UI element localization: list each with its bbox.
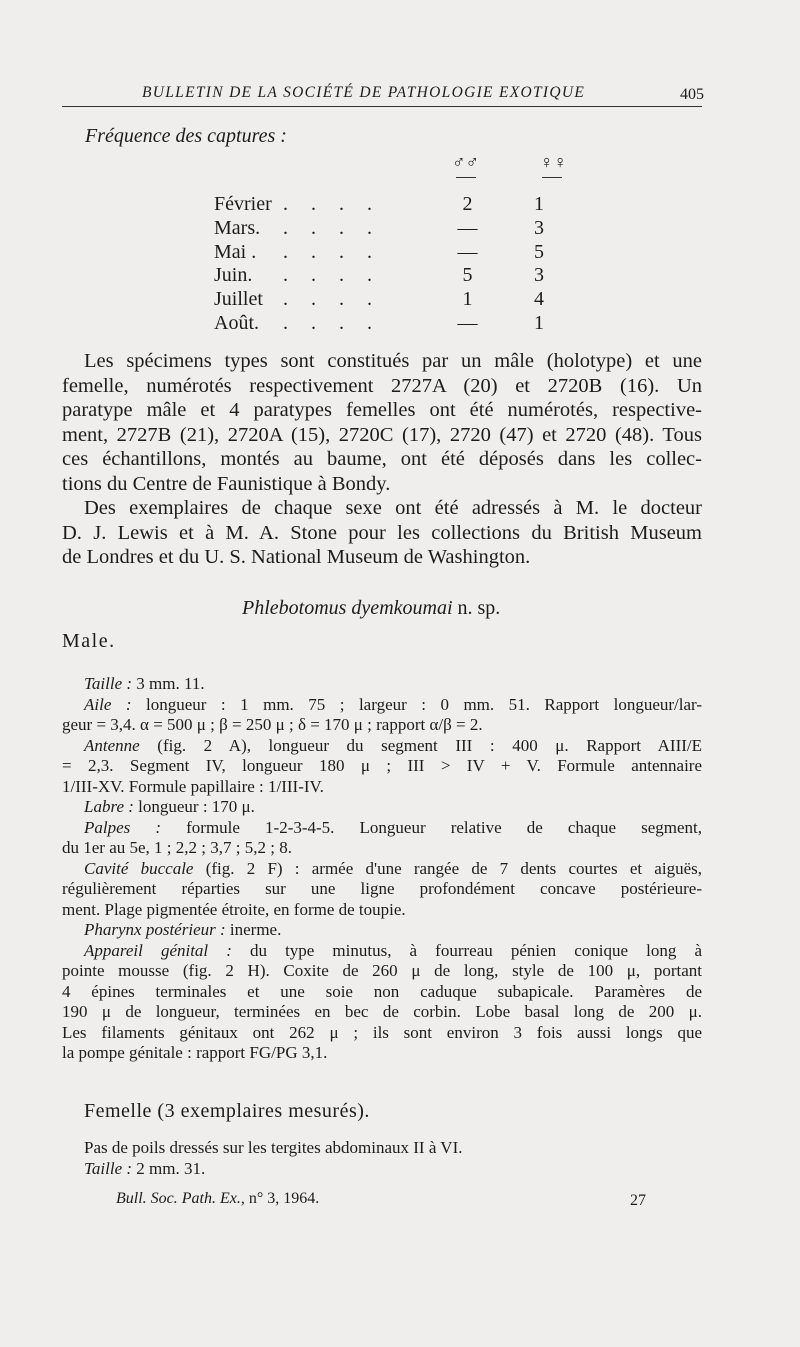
text-line: Pas de poils dressés sur les tergites abdominaux II à VI. bbox=[84, 1138, 463, 1157]
female-count: 3 bbox=[534, 264, 544, 286]
text-line: pointe mousse (fig. 2 H). Coxite de 260 μ de long, style de 100 μ, portant bbox=[62, 961, 702, 980]
running-header bbox=[62, 84, 702, 107]
species-name: Phlebotomus dyemkoumai bbox=[242, 597, 453, 619]
text-line: régulièrement réparties sur une ligne profondément concave postérieure- bbox=[62, 879, 702, 898]
frequency-row bbox=[0, 264, 800, 290]
field-label: Palpes : bbox=[84, 817, 162, 837]
leader-dots: . . . . bbox=[283, 288, 381, 310]
text-line: tions du Centre de Faunistique à Bondy. bbox=[62, 472, 391, 495]
citation-journal: Bull. Soc. Path. Ex., bbox=[116, 1190, 245, 1207]
frequency-row bbox=[0, 312, 800, 338]
text-line: ment. Plage pigmentée étroite, en forme de toupie. bbox=[62, 899, 406, 919]
text-line: 190 μ de longueur, terminées en bec de corbin. Lobe basal long de 200 μ. bbox=[62, 1002, 702, 1021]
text-line: du 1er au 5e, 1 ; 2,2 ; 3,7 ; 5,2 ; 8. bbox=[62, 838, 292, 857]
month-label: Février bbox=[214, 193, 272, 215]
month-label: Mars. bbox=[214, 217, 261, 239]
male-count: — bbox=[457, 312, 478, 334]
text-line: ment, 2727B (21), 2720A (15), 2720C (17), 2720 (47) et 2720 (48). Tous bbox=[62, 423, 702, 446]
text-line: = 2,3. Segment IV, longueur 180 μ ; III > IV + V. Formule antennaire bbox=[62, 756, 702, 775]
frequency-row bbox=[0, 217, 800, 243]
footer-citation bbox=[116, 1190, 319, 1208]
male-description bbox=[62, 674, 702, 1064]
signature-number: 27 bbox=[630, 1192, 646, 1209]
text-line bbox=[62, 674, 702, 695]
field-text: du type minutus, à fourreau pénien conique long à bbox=[250, 940, 702, 960]
citation-issue: n° 3, 1964. bbox=[248, 1190, 320, 1207]
leader-dots: . . . . bbox=[283, 217, 381, 239]
month-label: Mai . bbox=[214, 241, 257, 263]
field-text: 3 mm. 11. bbox=[136, 674, 205, 693]
male-heading: Male. bbox=[62, 630, 116, 652]
field-text: 2 mm. 31. bbox=[136, 1158, 206, 1178]
text-line: Les spécimens types sont constitués par un mâle (holotype) et une bbox=[84, 350, 702, 372]
text-line: geur = 3,4. α = 500 μ ; β = 250 μ ; δ = 170 μ ; rapport α/β = 2. bbox=[62, 715, 483, 734]
month-label: Août. bbox=[214, 312, 259, 334]
frequency-row bbox=[0, 288, 800, 314]
field-text: longueur : 170 μ. bbox=[138, 797, 255, 816]
page-number: 405 bbox=[680, 86, 704, 103]
text-line: 1/III-XV. Formule papillaire : 1/III-IV. bbox=[62, 776, 324, 796]
field-label: Pharynx postérieur : bbox=[84, 920, 226, 939]
type-specimens-paragraph bbox=[62, 349, 702, 496]
leader-dots: . . . . bbox=[283, 264, 381, 286]
text-line bbox=[62, 941, 702, 962]
female-count: 5 bbox=[534, 241, 544, 263]
species-suffix: n. sp. bbox=[457, 597, 501, 619]
male-count: 1 bbox=[462, 288, 473, 310]
field-label: Antenne bbox=[84, 735, 140, 755]
female-count: 1 bbox=[534, 193, 544, 215]
field-label: Labre : bbox=[84, 797, 134, 816]
female-heading: Femelle (3 exemplaires mesurés). bbox=[84, 1100, 370, 1122]
female-column-rule bbox=[542, 177, 562, 178]
male-count: — bbox=[457, 217, 478, 239]
text-line bbox=[62, 797, 702, 818]
text-line: D. J. Lewis et à M. A. Stone pour les collections du British Museum bbox=[62, 521, 702, 544]
field-label: Aile : bbox=[84, 694, 132, 714]
male-count: — bbox=[457, 241, 478, 263]
female-count: 3 bbox=[534, 217, 544, 239]
frequency-row bbox=[0, 193, 800, 219]
text-line: femelle, numérotés respectivement 2727A (20) et 2720B (16). Un bbox=[62, 374, 702, 397]
field-text: formule 1-2-3-4-5. Longueur relative de chaque segment, bbox=[186, 817, 703, 837]
text-line: paratype mâle et 4 paratypes femelles ont été numérotés, respective- bbox=[62, 399, 702, 421]
text-line: la pompe génitale : rapport FG/PG 3,1. bbox=[62, 1043, 328, 1062]
exemplars-paragraph bbox=[62, 496, 702, 570]
field-text: inerme. bbox=[229, 920, 282, 939]
field-label: Taille : bbox=[84, 674, 133, 693]
male-count: 2 bbox=[462, 193, 473, 215]
month-label: Juillet bbox=[214, 288, 263, 310]
month-label: Juin. bbox=[214, 264, 253, 286]
male-column-rule bbox=[456, 177, 476, 178]
text-line bbox=[62, 695, 702, 716]
field-text: longueur : 1 mm. 75 ; largeur : 0 mm. 51. Rapport longueur/lar- bbox=[146, 694, 703, 714]
female-description bbox=[62, 1138, 702, 1179]
species-heading bbox=[242, 597, 500, 620]
text-line: Des exemplaires de chaque sexe ont été adressés à M. le docteur bbox=[84, 497, 702, 519]
female-count: 4 bbox=[534, 288, 544, 310]
text-line bbox=[62, 736, 702, 757]
text-line bbox=[62, 920, 702, 941]
field-label: Appareil génital : bbox=[84, 940, 232, 960]
text-line: Les filaments génitaux ont 262 μ ; ils sont environ 3 fois aussi longs que bbox=[62, 1022, 702, 1042]
field-label: Cavité buccale bbox=[84, 858, 194, 878]
leader-dots: . . . . bbox=[283, 312, 381, 334]
text-line: de Londres et du U. S. National Museum de Washington. bbox=[62, 546, 531, 568]
text-line bbox=[62, 1159, 702, 1180]
male-count: 5 bbox=[462, 264, 473, 286]
text-line: ces échantillons, montés au baume, ont été déposés dans les collec- bbox=[62, 448, 702, 470]
frequency-title: Fréquence des captures : bbox=[85, 125, 287, 147]
journal-title: BULLETIN DE LA SOCIÉTÉ DE PATHOLOGIE EXOTIQUE bbox=[142, 84, 586, 101]
field-text: (fig. 2 F) : armée d'une rangée de 7 dents courtes et aiguës, bbox=[205, 858, 702, 878]
male-symbol: ♂♂ bbox=[452, 152, 479, 172]
text-line: 4 épines terminales et une soie non caduque subapicale. Paramères de bbox=[62, 981, 702, 1001]
female-symbol: ♀♀ bbox=[540, 152, 567, 172]
field-label: Taille : bbox=[84, 1158, 133, 1178]
field-text: (fig. 2 A), longueur du segment III : 400 μ. Rapport AIII/E bbox=[157, 735, 702, 755]
female-count: 1 bbox=[534, 312, 544, 334]
text-line bbox=[62, 818, 702, 839]
text-line bbox=[62, 859, 702, 880]
leader-dots: . . . . bbox=[283, 193, 381, 215]
leader-dots: . . . . bbox=[283, 241, 381, 263]
